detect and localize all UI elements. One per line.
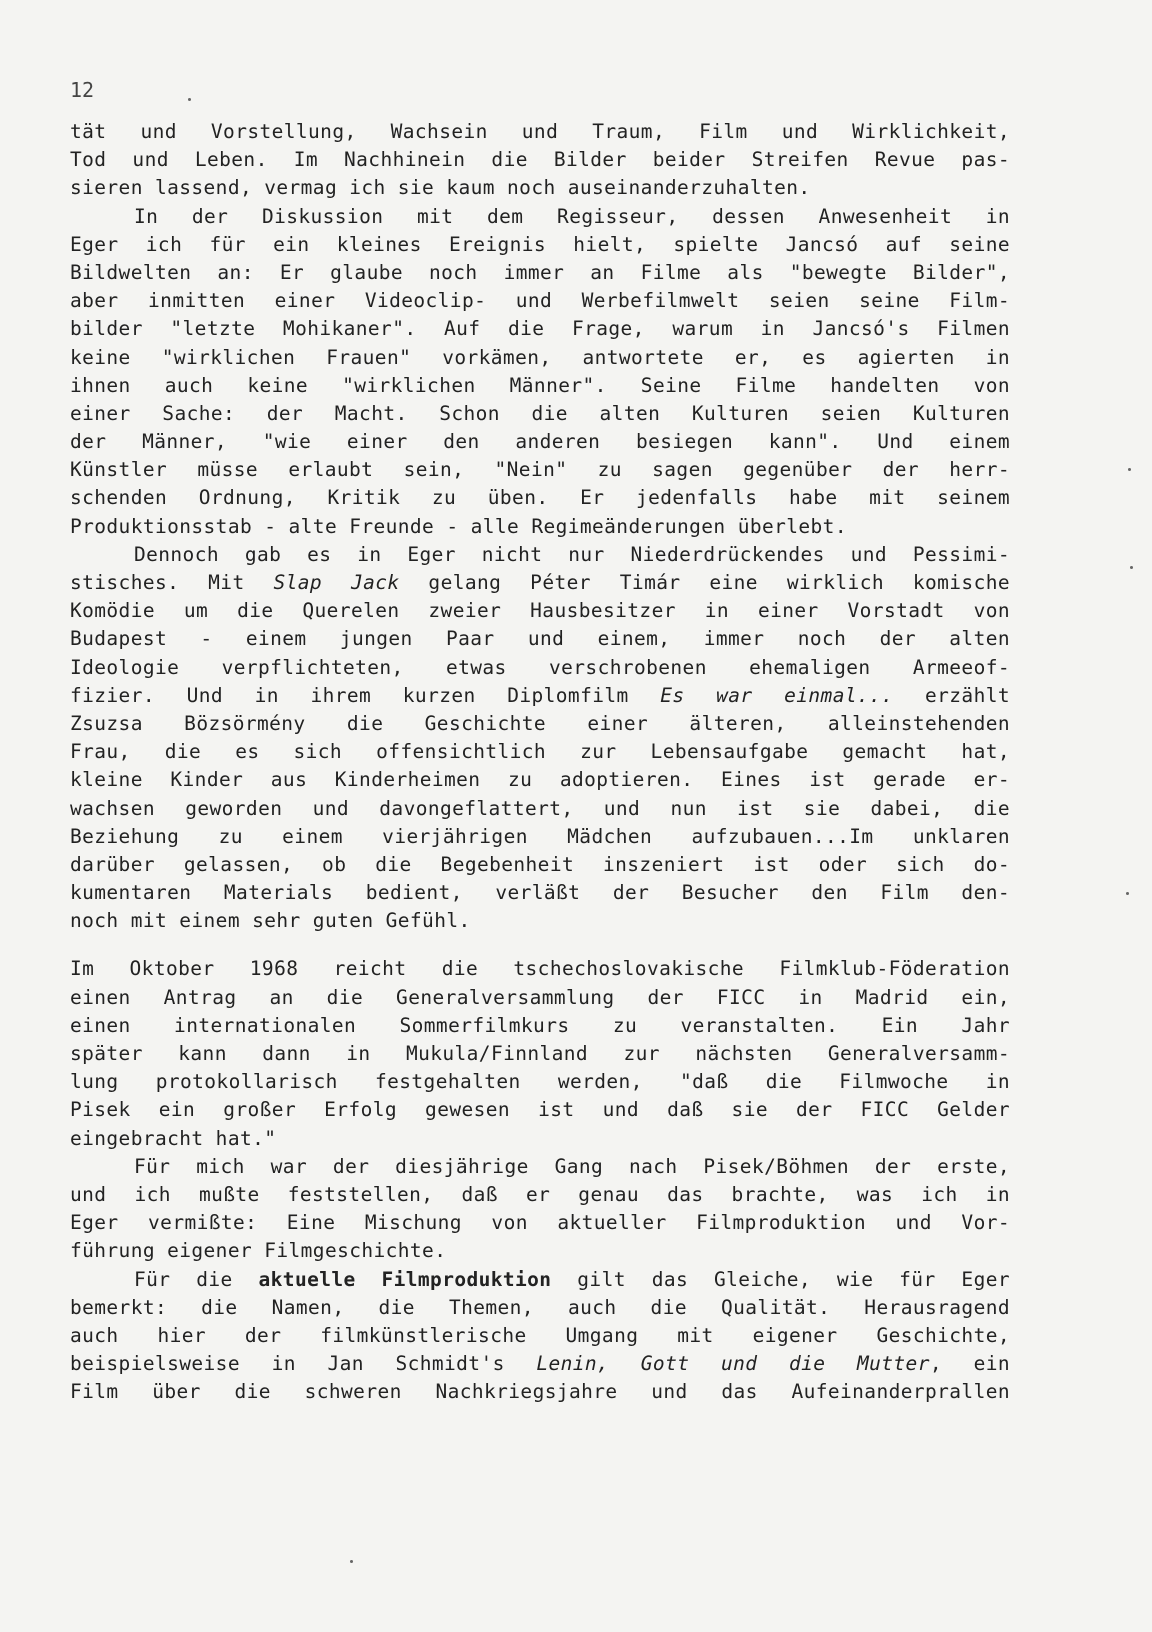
text-segment: Bildwelten an: Er glaube noch immer an Filme als "bewegte Bilder", (70, 260, 1010, 284)
text-line (70, 174, 1010, 202)
text-segment: Tod und Leben. Im Nachhinein die Bilder beider Streifen Revue pas- (70, 148, 1010, 172)
text-segment: kumentaren Materials bedient, verläßt der Besucher den Film den- (70, 881, 1010, 905)
paragraph (70, 955, 1010, 1152)
text-segment: Im Oktober 1968 reicht die tschechoslovakische Filmklub-Föderation (70, 957, 1010, 981)
paragraph (70, 203, 1010, 541)
scan-speck (1128, 468, 1131, 471)
text-line (70, 456, 1010, 484)
text-line (70, 710, 1010, 738)
text-segment: Pisek ein großer Erfolg gewesen ist und daß sie der FICC Gelder (70, 1098, 1010, 1122)
text-line (70, 625, 1010, 653)
text-segment: Für mich war der diesjährige Gang nach Pisek/Böhmen der erste, (134, 1154, 1010, 1178)
text-segment: kleine Kinder aus Kinderheimen zu adoptieren. Eines ist gerade er- (70, 768, 1010, 792)
text-segment: der Männer, "wie einer den anderen besiegen kann". Und einem (70, 430, 1010, 454)
text-line (70, 287, 1010, 315)
text-segment: bemerkt: die Namen, die Themen, auch die Qualität. Herausragend (70, 1295, 1010, 1319)
text-segment: fizier. Und in ihrem kurzen Diplomfilm (70, 683, 661, 707)
text-line (70, 1040, 1010, 1068)
text-line (70, 344, 1010, 372)
text-line (70, 372, 1010, 400)
text-line (70, 738, 1010, 766)
text-segment: erzählt (893, 683, 1010, 707)
text-segment: gelang Péter Timár eine wirklich komische (399, 571, 1010, 594)
paragraph (70, 118, 1010, 203)
film-title: Es war einmal... (660, 683, 894, 707)
paragraph (70, 541, 1010, 936)
text-segment: auch hier der filmkünstlerische Umgang mit eigener Geschichte, (70, 1323, 1010, 1347)
text-segment: darüber gelassen, ob die Begebenheit inszeniert ist oder sich do- (70, 852, 1010, 876)
text-line (70, 682, 1010, 710)
text-segment: ihnen auch keine "wirklichen Männer". Seine Filme handelten von (70, 373, 1010, 397)
text-segment: Frau, die es sich offensichtlich zur Lebensaufgabe gemacht hat, (70, 740, 1010, 764)
paragraph (70, 1153, 1010, 1266)
text-line (70, 879, 1010, 907)
text-segment: Budapest - einem jungen Paar und einem, immer noch der alten (70, 627, 1010, 651)
text-line (70, 541, 1010, 569)
text-line (70, 823, 1010, 851)
text-line (70, 984, 1010, 1012)
text-line (70, 569, 1010, 597)
paragraph-gap (70, 935, 1010, 955)
scan-speck (350, 1560, 353, 1563)
text-segment: Komödie um die Querelen zweier Hausbesitzer in einer Vorstadt von (70, 599, 1010, 623)
text-line (70, 1294, 1010, 1322)
text-segment: und ich mußte feststellen, daß er genau das brachte, was ich in (70, 1182, 1010, 1206)
text-line (70, 1125, 1010, 1153)
film-title: Slap Jack (273, 571, 400, 594)
text-segment: einer Sache: der Macht. Schon die alten Kulturen seien Kulturen (70, 401, 1010, 425)
text-segment: führung eigener Filmgeschichte. (70, 1239, 447, 1263)
text-line (70, 1209, 1010, 1237)
text-line (70, 1378, 1010, 1406)
text-segment: einen internationalen Sommerfilmkurs zu veranstalten. Ein Jahr (70, 1013, 1010, 1037)
text-line (70, 1012, 1010, 1040)
text-line (70, 259, 1010, 287)
bold-phrase: aktuelle Filmproduktion (258, 1267, 552, 1291)
text-line (70, 1322, 1010, 1350)
text-line (70, 484, 1010, 512)
text-line (70, 851, 1010, 879)
text-line (70, 1181, 1010, 1209)
body-text (70, 118, 1010, 1406)
text-line (70, 118, 1010, 146)
text-line (70, 400, 1010, 428)
text-segment: Künstler müsse erlaubt sein, "Nein" zu sagen gegenüber der herr- (70, 458, 1010, 482)
text-segment: lung protokollarisch festgehalten werden, "daß die Filmwoche in (70, 1070, 1010, 1094)
text-segment: Eger ich für ein kleines Ereignis hielt, spielte Jancsó auf seine (70, 232, 1010, 256)
text-line (70, 1096, 1010, 1124)
text-segment: noch mit einem sehr guten Gefühl. (70, 909, 471, 933)
text-segment: Dennoch gab es in Eger nicht nur Niederdrückendes und Pessimi- (134, 542, 1010, 566)
text-segment: Produktionsstab - alte Freunde - alle Regimeänderungen überlebt. (70, 514, 847, 538)
text-segment: aber inmitten einer Videoclip- und Werbefilmwelt seien seine Film- (70, 289, 1010, 313)
text-segment: schenden Ordnung, Kritik zu üben. Er jedenfalls habe mit seinem (70, 486, 1010, 510)
text-segment: Film über die schweren Nachkriegsjahre und das Aufeinanderprallen (70, 1380, 1010, 1404)
text-segment: Für die (134, 1267, 259, 1291)
text-segment: Beziehung zu einem vierjährigen Mädchen aufzubauen...Im unklaren (70, 824, 1010, 848)
text-line (70, 203, 1010, 231)
paragraph (70, 1266, 1010, 1407)
text-line (70, 315, 1010, 343)
text-segment: tät und Vorstellung, Wachsein und Traum, Film und Wirklichkeit, (70, 120, 1010, 143)
text-line (70, 955, 1010, 983)
text-line (70, 146, 1010, 174)
text-line (70, 231, 1010, 259)
text-segment: gilt das Gleiche, wie für Eger (551, 1267, 1010, 1291)
text-line (70, 654, 1010, 682)
text-segment: eingebracht hat." (70, 1126, 277, 1150)
text-segment: , ein (929, 1352, 1011, 1376)
text-segment: Ideologie verpflichteten, etwas verschrobenen ehemaligen Armeeof- (70, 655, 1010, 679)
text-line (70, 428, 1010, 456)
text-segment: später kann dann in Mukula/Finnland zur nächsten Generalversamm- (70, 1042, 1010, 1065)
text-line (70, 1068, 1010, 1096)
text-segment: bilder "letzte Mohikaner". Auf die Frage, warum in Jancsó's Filmen (70, 317, 1010, 341)
text-segment: Zsuzsa Bözsörmény die Geschichte einer älteren, alleinstehenden (70, 711, 1010, 735)
text-segment: stisches. Mit (70, 571, 274, 594)
text-line (70, 513, 1010, 541)
text-segment: beispielsweise in Jan Schmidt's (70, 1352, 537, 1376)
page-number: 12 (70, 78, 95, 102)
text-line (70, 795, 1010, 823)
text-line (70, 907, 1010, 935)
text-segment: sieren lassend, vermag ich sie kaum noch auseinanderzuhalten. (70, 176, 811, 200)
film-title: Lenin, Gott und die Mutter (536, 1352, 930, 1376)
text-segment: einen Antrag an die Generalversammlung der FICC in Madrid ein, (70, 985, 1010, 1009)
text-line (70, 1237, 1010, 1265)
scan-speck (1130, 566, 1133, 569)
scan-speck (1126, 892, 1129, 895)
text-line (70, 1266, 1010, 1294)
text-line (70, 1153, 1010, 1181)
text-segment: wachsen geworden und davongeflattert, und nun ist sie dabei, die (70, 796, 1010, 820)
text-line (70, 1350, 1010, 1378)
scan-speck (188, 98, 191, 101)
text-segment: keine "wirklichen Frauen" vorkämen, antwortete er, es agierten in (70, 345, 1010, 369)
text-line (70, 597, 1010, 625)
text-line (70, 766, 1010, 794)
text-segment: Eger vermißte: Eine Mischung von aktueller Filmproduktion und Vor- (70, 1211, 1010, 1235)
text-segment: In der Diskussion mit dem Regisseur, dessen Anwesenheit in (134, 204, 1010, 228)
